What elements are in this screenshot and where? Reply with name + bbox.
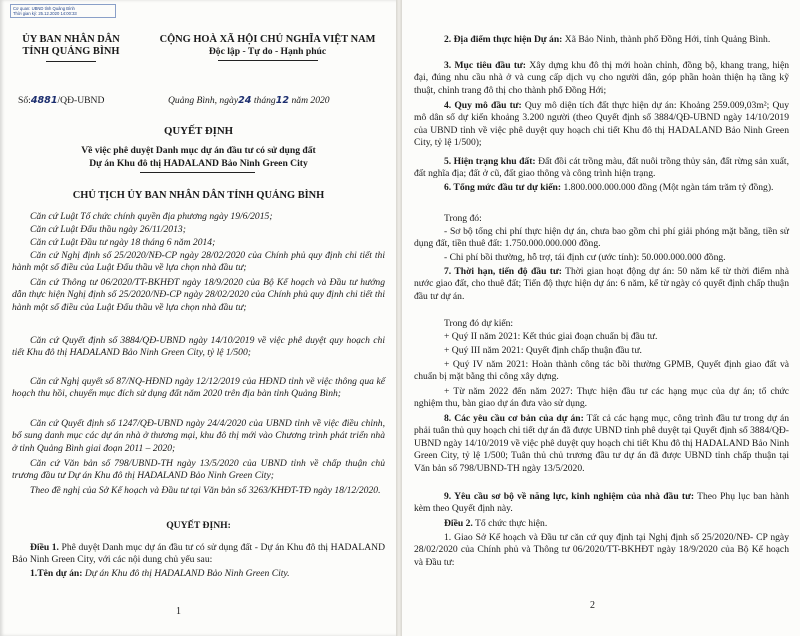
schedule-2: + Quý III năm 2021: Quyết định chấp thuận đầu tư. bbox=[444, 345, 642, 356]
article-2-item-1: 1. Giao Sở Kế hoạch và Đầu tư căn cứ quy định tại Nghị định số 25/2020/NĐ- CP ngày 28/02/2020 của Chính phủ và Thông tư 06/2020/TT-BKHĐT ngày 18/9/2020 của Bộ Kế hoạch và Đầu tư: bbox=[414, 532, 789, 568]
basis-5: Căn cứ Thông tư 06/2020/TT-BKHĐT ngày 18/9/2020 của Bộ Kế hoạch và Đầu tư hướng dẫn thực hiện Nghị định số 25/2020/NĐ-CP ngày 28/02/2020 của Chính phủ quy định chi tiết thi hành một số điều của Luật Đấu thầu về lựa chọn nhà đầu tư; bbox=[12, 277, 385, 313]
document-title: QUYẾT ĐỊNH bbox=[163, 125, 234, 137]
stamp-line-1: Cơ quan: UBND tỉnh Quảng Bình bbox=[13, 6, 75, 11]
schedule-3: + Quý IV năm 2021: Hoàn thành công tác bồi thường GPMB, Quyết định giao đất và chuẩn bị mặt bằng thi công xây dựng. bbox=[414, 359, 789, 383]
subject-underline bbox=[140, 172, 255, 173]
motto-underline bbox=[218, 60, 318, 61]
item-5: 5. Hiện trạng khu đất: Đất đồi cát trồng màu, đất nuôi trồng thủy sản, đất rừng sản xuất, đất nghĩa địa; đất ở cũ, đất giao thông và công trình hiện trạng. bbox=[414, 156, 789, 180]
item-7: 7. Thời hạn, tiến độ đầu tư: Thời gian hoạt động dự án: 50 năm kể từ thời điểm nhà nước giao đất, cho thuê đất; Tiến độ thực hiện dự án: 6 năm, kể từ ngày có quyết định chấp thuận đầu tư dự án. bbox=[414, 266, 789, 302]
basis-7: Căn cứ Nghị quyết số 87/NQ-HĐND ngày 12/12/2019 của HĐND tỉnh về việc thông qua kế hoạch thu hồi, chuyển mục đích sử dụng đất năm 2020 trên địa bàn tỉnh Quảng Bình; bbox=[12, 376, 385, 400]
basis-10: Theo đề nghị của Sở Kế hoạch và Đầu tư tại Văn bản số 3263/KHĐT-TĐ ngày 18/12/2020. bbox=[30, 485, 381, 496]
doc-number: Số:4881/QĐ-UBND bbox=[18, 95, 105, 106]
basis-8: Căn cứ Quyết định số 1247/QĐ-UBND ngày 24/4/2020 của UBND tỉnh về việc điều chỉnh, bổ sung danh mục các dự án nhà ở thương mại, khu đô thị mới vào Chương trình phát triển nhà ở tỉnh Quảng Bình giai đoạn 2011 – 2020; bbox=[12, 418, 385, 454]
basis-2: Căn cứ Luật Đấu thầu ngày 26/11/2013; bbox=[30, 224, 186, 235]
agency-name-1: ỦY BAN NHÂN DÂN bbox=[22, 34, 120, 45]
cost-line-2: - Chi phí bồi thường, hỗ trợ, tái định cư (ước tính): 50.000.000.000 đồng. bbox=[444, 252, 726, 263]
nation-motto: Độc lập - Tự do - Hạnh phúc bbox=[208, 46, 327, 57]
item-4: 4. Quy mô đầu tư: Quy mô diện tích đất thực hiện dự án: Khoảng 259.009,03m²; Quy mô dân số dự kiến khoảng 3.200 người (theo Quyết định số 3884/QĐ-UBND ngày 14/10/2019 của UBND tỉnh về việc phê duyệt quy hoạch chi tiết Khu đô thị HADALAND Bảo Ninh Green City, tỷ lệ 1/500); bbox=[414, 100, 789, 149]
issue-date: Quảng Bình, ngày24 tháng12 năm 2020 bbox=[168, 95, 330, 106]
basis-3: Căn cứ Luật Đầu tư ngày 18 tháng 6 năm 2014; bbox=[30, 237, 216, 248]
digital-signature-stamp bbox=[10, 4, 116, 18]
stamp-line-2: Thời gian ký: 25.12.2020 14:00:33 bbox=[13, 11, 77, 17]
item-1: 1.Tên dự án: Dự án Khu đô thị HADALAND Bảo Ninh Green City. bbox=[30, 568, 290, 579]
agency-name-2: TỈNH QUẢNG BÌNH bbox=[22, 46, 120, 57]
agency-underline bbox=[46, 61, 96, 62]
subject-line-2: Dự án Khu đô thị HADALAND Bảo Ninh Green City bbox=[89, 158, 308, 169]
page-2 bbox=[402, 0, 800, 636]
item-3: 3. Mục tiêu đầu tư: Xây dựng khu đô thị mới hoàn chỉnh, đồng bộ, khang trang, hiện đại, đúng nhu cầu nhà ở và cung cấp dịch vụ cho người dân, góp phần hoàn thiện hạ tầng kỹ thuật, chỉnh trang đô thị cho thành phố Đồng Hới; bbox=[414, 60, 789, 96]
handwritten-number: 4881 bbox=[30, 95, 58, 106]
basis-4: Căn cứ Nghị định số 25/2020/NĐ-CP ngày 28/02/2020 của Chính phủ quy định chi tiết thi hành một số điều của Luật Đấu thầu về lựa chọn nhà đầu tư; bbox=[12, 250, 385, 274]
page-1 bbox=[0, 0, 397, 636]
authority-heading: CHỦ TỊCH ỦY BAN NHÂN DÂN TỈNH QUẢNG BÌNH bbox=[72, 190, 325, 201]
item-8: 8. Các yêu cầu cơ bản của dự án: Tất cả các hạng mục, công trình đầu tư trong dự án phải tuân thủ quy hoạch chi tiết dự án đã được UBND tỉnh phê duyệt tại Quyết định số 3884/QĐ-UBND ngày 14/10/2019 về việc phê duyệt quy hoạch chi tiết Khu đô thị HADALAND Bảo Ninh Green City, tỷ lệ 1/500; Tuân thủ chủ trương đầu tư dự án đã được UBND tỉnh chấp thuận tại Văn bản số 798/UBND-TH ngày 13/5/2020. bbox=[414, 413, 789, 474]
item-2: 2. Địa điểm thực hiện Dự án: Xã Bảo Ninh, thành phố Đồng Hới, tỉnh Quảng Bình. bbox=[444, 34, 771, 45]
in-which-label: Trong đó: bbox=[444, 213, 482, 224]
basis-9: Căn cứ Văn bản số 798/UBND-TH ngày 13/5/2020 của UBND tỉnh về chấp thuận chủ trương đầu tư Dự án Khu đô thị HADALAND Bảo Ninh Green City; bbox=[12, 458, 385, 482]
in-which-2-label: Trong đó dự kiến: bbox=[444, 318, 514, 329]
article-2: Điều 2. Tổ chức thực hiện. bbox=[444, 518, 548, 529]
nation-title: CỘNG HOÀ XÃ HỘI CHỦ NGHĨA VIỆT NAM bbox=[159, 34, 376, 45]
item-9: 9. Yêu cầu sơ bộ về năng lực, kinh nghiệm của nhà đầu tư: Theo Phụ lục ban hành kèm theo Quyết định này. bbox=[414, 491, 789, 515]
item-6: 6. Tổng mức đầu tư dự kiến: 1.800.000.000.000 đồng (Một ngàn tám trăm tỷ đồng). bbox=[444, 182, 774, 193]
subject-line-1: Về việc phê duyệt Danh mục dự án đầu tư có sử dụng đất bbox=[81, 145, 316, 156]
decision-heading: QUYẾT ĐỊNH: bbox=[166, 520, 231, 531]
schedule-1: + Quý II năm 2021: Kết thúc giai đoạn chuẩn bị đầu tư. bbox=[444, 331, 658, 342]
basis-6: Căn cứ Quyết định số 3884/QĐ-UBND ngày 14/10/2019 về việc phê duyệt quy hoạch chi tiết Khu đô thị HADALAND Bảo Ninh Green City, tỷ lệ 1/500; bbox=[12, 335, 385, 359]
schedule-4: + Từ năm 2022 đến năm 2027: Thực hiện đầu tư các hạng mục của dự án; tổ chức nghiệm thu, bàn giao dự án đưa vào sử dụng. bbox=[414, 386, 789, 410]
page-number-2: 2 bbox=[590, 600, 595, 611]
article-1: Điều 1. Phê duyệt Danh mục dự án đầu tư có sử dụng đất - Dự án Khu đô thị HADALAND Bảo Ninh Green City, với các nội dung chủ yếu sau: bbox=[12, 542, 386, 566]
cost-line-1: - Sơ bộ tổng chi phí thực hiện dự án, chưa bao gồm chi phí giải phóng mặt bằng, tiền sử dụng đất, tiền thuê đất: 1.750.000.000.000 đồng. bbox=[414, 226, 789, 250]
basis-1: Căn cứ Luật Tổ chức chính quyền địa phương ngày 19/6/2015; bbox=[30, 211, 273, 222]
page-number-1: 1 bbox=[176, 606, 181, 617]
